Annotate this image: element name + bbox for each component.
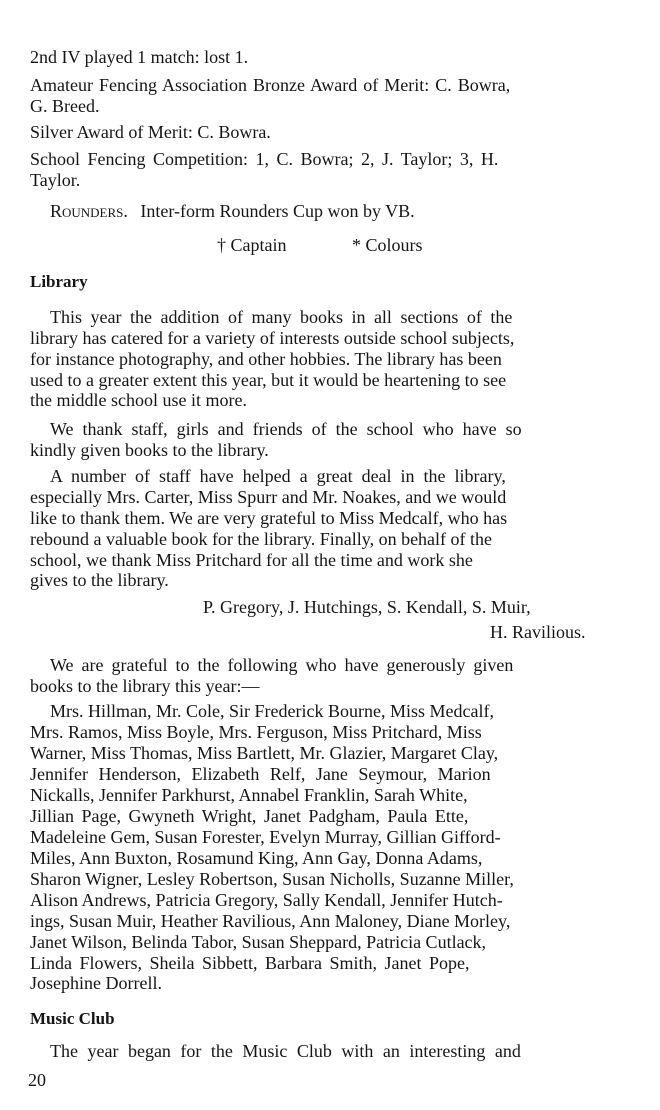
rounders-line [50,200,415,222]
library-signature-line-1: P. Gregory, J. Hutchings, S. Kendall, S. Muir, [203,597,531,617]
school-competition-line-1: School Fencing Competition: 1, C. Bowra; 2, J. Taylor; 3, H. [30,149,499,169]
silver-award: Silver Award of Merit: C. Bowra. [30,122,271,142]
library-para-3-line: like to thank them. We are very grateful to Miss Medcalf, who has [30,508,508,528]
iv-result: 2nd IV played 1 match: lost 1. [30,47,249,67]
music-club-para-line: The year began for the Music Club with an interesting and [50,1041,521,1061]
library-para-3-line: rebound a valuable book for the library. Finally, on behalf of the [30,529,493,549]
library-para-3-line: gives to the library. [30,570,169,590]
library-para-1-line: the middle school use it more. [30,390,247,410]
donor-line: Janet Wilson, Belinda Tabor, Susan Sheppard, Patricia Cutlack, [30,932,487,952]
donor-line: Alison Andrews, Patricia Gregory, Sally Kendall, Jennifer Hutch- [30,890,503,910]
legend-colours: * Colours [352,235,423,255]
library-para-1-line: for instance photography, and other hobbies. The library has been [30,349,502,369]
library-para-2-line: kindly given books to the library. [30,440,269,460]
donor-line: ings, Susan Muir, Heather Ravilious, Ann Maloney, Diane Morley, [30,911,511,931]
library-para-4-line: We are grateful to the following who have generously given [50,655,514,675]
donor-line: Jillian Page, Gwyneth Wright, Janet Padgham, Paula Ette, [30,806,469,826]
legend-captain: † Captain [217,235,287,255]
library-para-3-line: school, we thank Miss Pritchard for all the time and work she [30,550,473,570]
donor-line: Mrs. Hillman, Mr. Cole, Sir Frederick Bourne, Miss Medcalf, [50,701,494,721]
library-para-3-line: A number of staff have helped a great deal in the library, [50,466,506,486]
donor-line: Sharon Wigner, Lesley Robertson, Susan Nicholls, Suzanne Miller, [30,869,514,889]
donor-line: Linda Flowers, Sheila Sibbett, Barbara Smith, Janet Pope, [30,953,470,973]
library-para-1-line: used to a greater extent this year, but it would be heartening to see [30,370,507,390]
donor-line: Miles, Ann Buxton, Rosamund King, Ann Gay, Donna Adams, [30,848,483,868]
library-para-2-line: We thank staff, girls and friends of the school who have so [50,419,522,439]
page-number: 20 [28,1070,46,1090]
donor-line: Madeleine Gem, Susan Forester, Evelyn Murray, Gillian Gifford- [30,827,501,847]
library-signature-line-2: H. Ravilious. [490,622,586,642]
donor-line: Jennifer Henderson, Elizabeth Relf, Jane Seymour, Marion [30,764,491,784]
donor-line: Warner, Miss Thomas, Miss Bartlett, Mr. Glazier, Margaret Clay, [30,743,499,763]
rounders-text: Inter-form Rounders Cup won by VB. [140,201,415,221]
donor-line: Nickalls, Jennifer Parkhurst, Annabel Franklin, Sarah White, [30,785,468,805]
library-heading: Library [30,272,88,291]
rounders-label: Rounders. [50,201,128,221]
donor-line: Josephine Dorrell. [30,973,162,993]
music-club-heading: Music Club [30,1009,115,1028]
school-competition-line-2: Taylor. [30,170,81,190]
library-para-1-line: This year the addition of many books in all sections of the [50,307,513,327]
bronze-award-line-1: Amateur Fencing Association Bronze Award of Merit: C. Bowra, [30,75,511,95]
library-para-1-line: library has catered for a variety of interests outside school subjects, [30,328,515,348]
bronze-award-line-2: G. Breed. [30,96,100,116]
library-para-3-line: especially Mrs. Carter, Miss Spurr and Mr. Noakes, and we would [30,487,507,507]
library-para-4-line: books to the library this year:— [30,676,260,696]
donor-line: Mrs. Ramos, Miss Boyle, Mrs. Ferguson, Miss Pritchard, Miss [30,722,482,742]
